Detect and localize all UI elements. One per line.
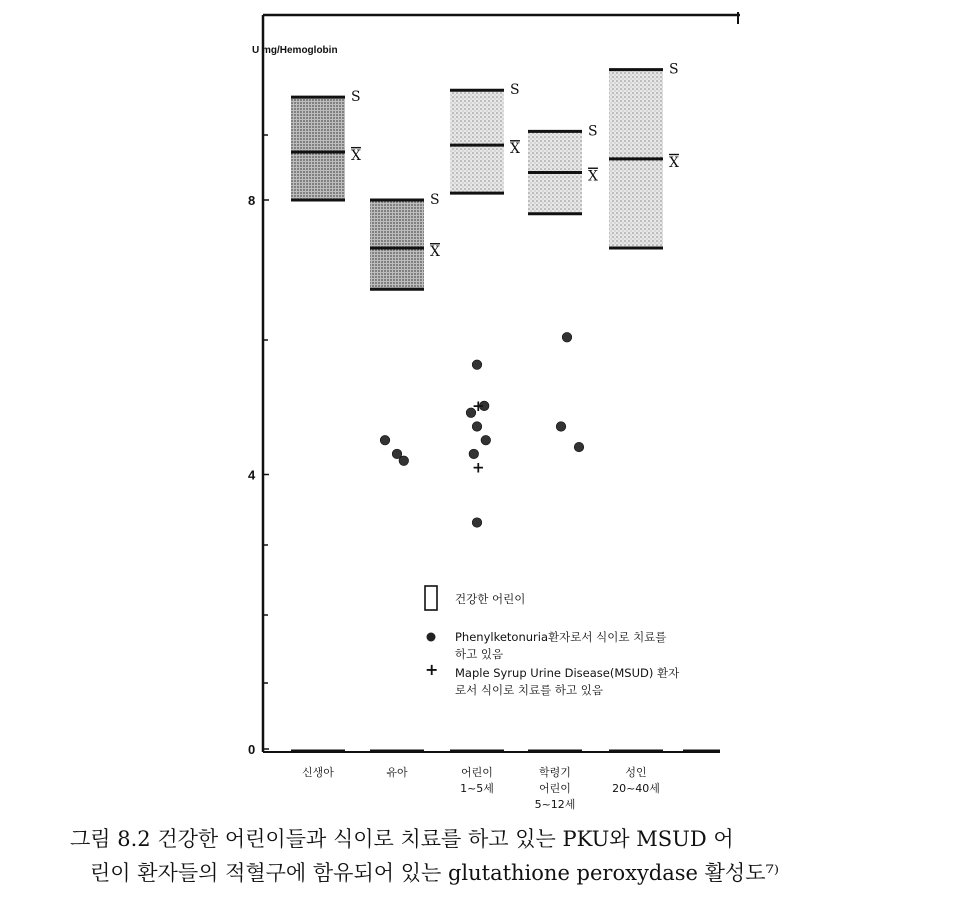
pku-data-point bbox=[399, 456, 409, 466]
msud-data-point: + bbox=[472, 458, 485, 477]
x-category-label: 20~40세 bbox=[612, 782, 660, 795]
x-category-label: 학령기 bbox=[539, 766, 571, 779]
figure-caption bbox=[70, 822, 950, 890]
y-tick-label: 4 bbox=[248, 467, 256, 483]
sd-label: S bbox=[351, 89, 361, 106]
x-category-label: 어린이 bbox=[461, 766, 493, 779]
legend-plus-marker: + bbox=[425, 660, 439, 679]
x-category-label: 1~5세 bbox=[460, 782, 494, 795]
pku-data-point bbox=[472, 518, 482, 528]
pku-data-point bbox=[574, 442, 584, 452]
legend-label-pku: Phenylketonuria환자로서 식이로 치료를 하고 있음 bbox=[455, 630, 667, 661]
legend-box-marker bbox=[425, 586, 437, 610]
pku-data-point bbox=[472, 422, 482, 432]
healthy-range-box bbox=[450, 90, 504, 193]
x-category-label: 어린이 bbox=[539, 782, 571, 795]
x-category-label: 성인 bbox=[625, 766, 647, 779]
healthy-range-box bbox=[291, 97, 345, 200]
legend bbox=[425, 586, 683, 697]
healthy-range-box bbox=[370, 200, 424, 289]
sd-label: S bbox=[588, 123, 598, 140]
pku-data-point bbox=[556, 422, 566, 432]
mean-label: X bbox=[669, 154, 679, 171]
pku-data-point bbox=[469, 449, 479, 459]
caption-line-2: 린이 환자들의 적혈구에 함유되어 있는 glutathione peroxydase 활성도⁷⁾ bbox=[90, 861, 780, 885]
legend-circle-marker bbox=[427, 633, 436, 642]
pku-data-point bbox=[380, 435, 390, 445]
sd-label: S bbox=[510, 82, 520, 99]
caption-line-1: 그림 8.2 건강한 어린이들과 식이로 치료를 하고 있는 PKU와 MSUD 어 bbox=[70, 827, 734, 851]
sd-label: S bbox=[430, 192, 440, 208]
msud-data-point: + bbox=[472, 396, 485, 415]
pku-data-point bbox=[472, 360, 482, 370]
mean-label: X bbox=[430, 244, 440, 261]
mean-label: X bbox=[588, 168, 598, 185]
y-tick-label: 0 bbox=[248, 742, 256, 757]
y-tick-label: 8 bbox=[248, 193, 256, 208]
y-axis-label: U mg/Hemoglobin bbox=[252, 45, 338, 56]
x-category-label: 5~12세 bbox=[534, 798, 576, 811]
legend-label-healthy: 건강한 어린이 bbox=[455, 592, 526, 606]
mean-label: X bbox=[351, 147, 361, 164]
x-category-label: 신생아 bbox=[302, 766, 334, 779]
pku-data-point bbox=[481, 435, 491, 445]
legend-label-msud: Maple Syrup Urine Disease(MSUD) 환자 로서 식이로 치료를 하고 있음 bbox=[455, 666, 680, 697]
pku-data-point bbox=[562, 332, 572, 342]
x-category-label: 유아 bbox=[386, 766, 408, 779]
mean-label: X bbox=[510, 141, 520, 158]
sd-label: S bbox=[669, 61, 679, 78]
